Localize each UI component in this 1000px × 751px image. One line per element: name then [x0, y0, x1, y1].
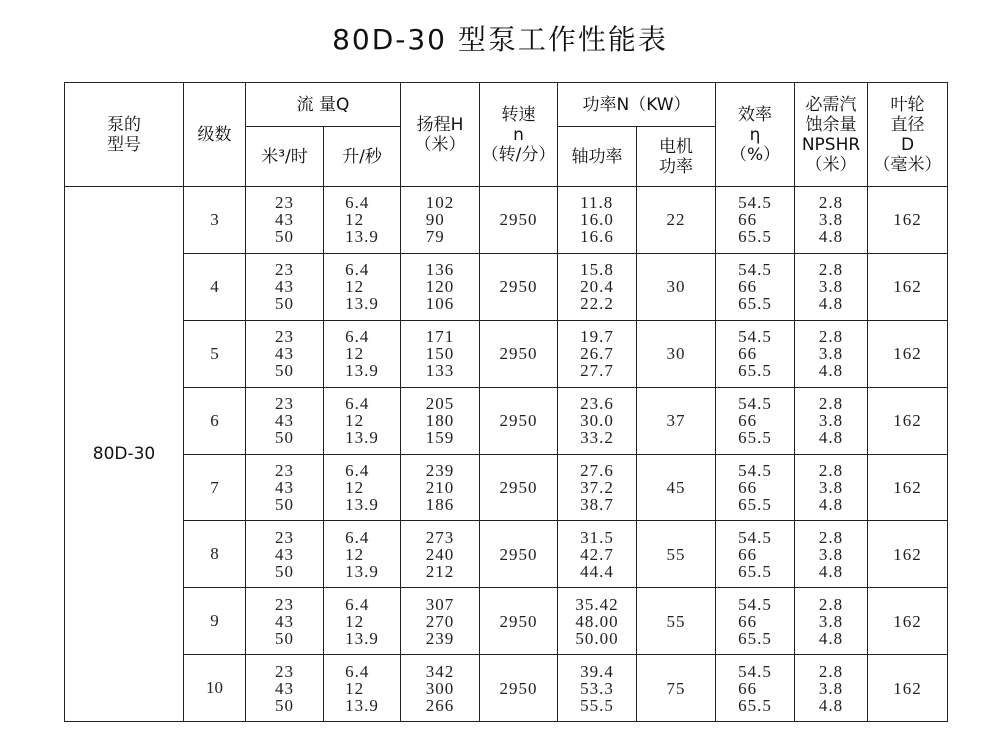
npshr-cell — [795, 521, 868, 588]
shaft-power-cell-value: 53.3 — [580, 678, 614, 698]
efficiency-cell — [716, 588, 795, 655]
flow-m3h-cell — [246, 588, 324, 655]
npshr-cell-value: 2.8 — [818, 594, 844, 614]
npshr-cell-value: 2.8 — [818, 461, 844, 480]
efficiency-cell-value: 66 — [738, 411, 758, 431]
flow-m3h-cell-value: 50 — [275, 294, 294, 314]
head-cell-value: 270 — [425, 611, 455, 631]
flow-m3h-cell-value: 43 — [275, 277, 294, 297]
flow-ls-cell-value: 6.4 — [345, 394, 370, 414]
header-motor-power: 电机 功率 — [637, 127, 716, 187]
head-cell-value: 136 — [425, 260, 455, 280]
efficiency-cell-value: 54.5 — [738, 260, 772, 280]
head-cell — [401, 253, 480, 320]
shaft-power-cell-value: 35.42 — [575, 594, 619, 614]
flow-m3h-cell — [246, 187, 324, 254]
table-row — [65, 187, 948, 254]
shaft-power-cell-value: 22.2 — [580, 294, 614, 314]
npshr-cell-value: 2.8 — [818, 394, 844, 414]
flow-m3h-cell-value: 43 — [275, 478, 294, 497]
shaft-power-cell-value: 38.7 — [580, 495, 614, 514]
flow-m3h-cell-value: 43 — [275, 544, 294, 564]
motor-power-cell: 55 — [637, 588, 716, 655]
page-title: 80D-30 型泵工作性能表 — [332, 23, 668, 56]
table-row — [65, 253, 948, 320]
efficiency-cell — [716, 454, 795, 521]
npshr-cell-value: 2.8 — [818, 193, 844, 213]
flow-ls-cell-value: 13.9 — [345, 294, 379, 314]
head-cell-value: 180 — [425, 411, 455, 431]
header-shaft-power: 轴功率 — [558, 127, 637, 187]
flow-m3h-cell — [246, 253, 324, 320]
efficiency-cell-value: 66 — [738, 678, 758, 698]
efficiency-cell-value: 54.5 — [738, 461, 772, 480]
flow-ls-cell-value: 12 — [345, 611, 365, 631]
npshr-cell — [795, 253, 868, 320]
shaft-power-cell-value: 30.0 — [580, 411, 614, 431]
npshr-cell-value: 3.8 — [818, 678, 844, 698]
shaft-power-cell-value: 37.2 — [580, 478, 614, 497]
shaft-power-cell-value: 20.4 — [580, 277, 614, 297]
shaft-power-cell-value: 48.00 — [575, 611, 619, 631]
header-stages: 级数 — [184, 83, 246, 187]
efficiency-cell — [716, 521, 795, 588]
head-cell-value: 186 — [425, 495, 455, 514]
shaft-power-cell — [558, 655, 637, 722]
head-cell-value: 240 — [425, 544, 455, 564]
npshr-cell-value: 4.8 — [818, 361, 844, 381]
npshr-cell — [795, 588, 868, 655]
efficiency-cell — [716, 655, 795, 722]
shaft-power-cell-value: 27.7 — [580, 361, 614, 381]
motor-power-cell: 30 — [637, 253, 716, 320]
motor-power-cell: 75 — [637, 655, 716, 722]
efficiency-cell-value: 54.5 — [738, 327, 772, 347]
npshr-cell-value: 2.8 — [818, 260, 844, 280]
efficiency-cell-value: 65.5 — [738, 695, 772, 715]
efficiency-cell-value: 66 — [738, 544, 758, 564]
shaft-power-cell-value: 50.00 — [575, 628, 619, 648]
npshr-cell — [795, 655, 868, 722]
head-cell — [401, 454, 480, 521]
speed-cell: 2950 — [480, 187, 558, 254]
head-cell — [401, 387, 480, 454]
flow-m3h-cell-value: 43 — [275, 344, 294, 364]
motor-power-cell: 55 — [637, 521, 716, 588]
table-row — [65, 588, 948, 655]
speed-cell: 2950 — [480, 588, 558, 655]
stage-cell: 10 — [184, 655, 246, 722]
efficiency-cell-value: 54.5 — [738, 394, 772, 414]
flow-m3h-cell-value: 50 — [275, 227, 294, 247]
flow-m3h-cell-value: 50 — [275, 628, 294, 648]
efficiency-cell-value: 66 — [738, 210, 758, 230]
header-npshr: 必需汽 蚀余量 NPSHR （米） — [795, 83, 868, 187]
head-cell-value: 133 — [425, 361, 455, 381]
npshr-cell-value: 4.8 — [818, 628, 844, 648]
flow-m3h-cell — [246, 320, 324, 387]
head-cell-value: 150 — [425, 344, 455, 364]
shaft-power-cell-value: 33.2 — [580, 428, 614, 448]
flow-ls-cell-value: 6.4 — [345, 661, 370, 681]
flow-ls-cell-value: 12 — [345, 210, 365, 230]
flow-m3h-cell-value: 23 — [275, 594, 294, 614]
table-row — [65, 320, 948, 387]
motor-power-cell: 30 — [637, 320, 716, 387]
efficiency-cell-value: 54.5 — [738, 527, 772, 547]
flow-m3h-cell — [246, 521, 324, 588]
head-cell-value: 159 — [425, 428, 455, 448]
flow-ls-cell-value: 6.4 — [345, 527, 370, 547]
head-cell — [401, 320, 480, 387]
npshr-cell — [795, 387, 868, 454]
shaft-power-cell-value: 23.6 — [580, 394, 614, 414]
stage-cell: 4 — [184, 253, 246, 320]
npshr-cell-value: 2.8 — [818, 527, 844, 547]
npshr-cell-value: 4.8 — [818, 294, 844, 314]
efficiency-cell — [716, 187, 795, 254]
head-cell — [401, 521, 480, 588]
efficiency-cell-value: 65.5 — [738, 428, 772, 448]
impeller-diameter-cell: 162 — [868, 588, 948, 655]
shaft-power-cell — [558, 521, 637, 588]
flow-ls-cell — [324, 588, 401, 655]
shaft-power-cell-value: 39.4 — [580, 661, 614, 681]
speed-cell: 2950 — [480, 253, 558, 320]
impeller-diameter-cell: 162 — [868, 320, 948, 387]
flow-ls-cell-value: 12 — [345, 544, 365, 564]
impeller-diameter-cell: 162 — [868, 387, 948, 454]
shaft-power-cell-value: 31.5 — [580, 527, 614, 547]
flow-ls-cell-value: 12 — [345, 344, 365, 364]
flow-m3h-cell-value: 23 — [275, 394, 294, 414]
flow-m3h-cell-value: 23 — [275, 527, 294, 547]
performance-table — [64, 82, 948, 722]
efficiency-cell-value: 65.5 — [738, 227, 772, 247]
flow-ls-cell-value: 12 — [345, 478, 365, 497]
flow-m3h-cell-value: 23 — [275, 661, 294, 681]
npshr-cell-value: 3.8 — [818, 478, 844, 497]
head-cell-value: 212 — [425, 561, 455, 581]
head-cell — [401, 655, 480, 722]
head-cell — [401, 588, 480, 655]
efficiency-cell-value: 66 — [738, 611, 758, 631]
npshr-cell-value: 4.8 — [818, 561, 844, 581]
flow-m3h-cell-value: 43 — [275, 411, 294, 431]
flow-ls-cell-value: 12 — [345, 277, 365, 297]
stage-cell: 9 — [184, 588, 246, 655]
head-cell-value: 273 — [425, 527, 455, 547]
npshr-cell — [795, 320, 868, 387]
efficiency-cell — [716, 320, 795, 387]
flow-m3h-cell — [246, 454, 324, 521]
table-row — [65, 655, 948, 722]
flow-ls-cell-value: 13.9 — [345, 361, 379, 381]
stage-cell: 3 — [184, 187, 246, 254]
table-body — [65, 187, 948, 722]
efficiency-cell-value: 54.5 — [738, 193, 772, 213]
flow-m3h-cell — [246, 387, 324, 454]
npshr-cell-value: 4.8 — [818, 495, 844, 514]
flow-m3h-cell-value: 50 — [275, 361, 294, 381]
flow-m3h-cell-value: 23 — [275, 461, 294, 480]
flow-m3h-cell-value: 43 — [275, 210, 294, 230]
flow-ls-cell-value: 12 — [345, 411, 365, 431]
impeller-diameter-cell: 162 — [868, 521, 948, 588]
speed-cell: 2950 — [480, 320, 558, 387]
head-cell-value: 266 — [425, 695, 455, 715]
shaft-power-cell — [558, 387, 637, 454]
flow-ls-cell-value: 13.9 — [345, 561, 379, 581]
flow-m3h-cell-value: 23 — [275, 193, 294, 213]
npshr-cell-value: 2.8 — [818, 661, 844, 681]
shaft-power-cell-value: 16.6 — [580, 227, 614, 247]
shaft-power-cell-value: 16.0 — [580, 210, 614, 230]
head-cell-value: 106 — [425, 294, 455, 314]
shaft-power-cell — [558, 588, 637, 655]
shaft-power-cell-value: 27.6 — [580, 461, 614, 480]
npshr-cell — [795, 454, 868, 521]
flow-m3h-cell-value: 23 — [275, 260, 294, 280]
flow-ls-cell — [324, 320, 401, 387]
shaft-power-cell-value: 55.5 — [580, 695, 614, 715]
head-cell-value: 307 — [425, 594, 455, 614]
impeller-diameter-cell: 162 — [868, 655, 948, 722]
shaft-power-cell — [558, 187, 637, 254]
head-cell — [401, 187, 480, 254]
head-cell-value: 120 — [425, 277, 455, 297]
flow-m3h-cell-value: 50 — [275, 495, 294, 514]
flow-m3h-cell-value: 50 — [275, 428, 294, 448]
flow-ls-cell — [324, 253, 401, 320]
shaft-power-cell-value: 11.8 — [580, 193, 614, 213]
flow-m3h-cell-value: 50 — [275, 561, 294, 581]
shaft-power-cell — [558, 320, 637, 387]
stage-cell: 6 — [184, 387, 246, 454]
head-cell-value: 342 — [425, 661, 455, 681]
motor-power-cell: 37 — [637, 387, 716, 454]
shaft-power-cell — [558, 253, 637, 320]
efficiency-cell — [716, 387, 795, 454]
head-cell-value: 210 — [425, 478, 455, 497]
flow-ls-cell-value: 6.4 — [345, 327, 370, 347]
shaft-power-cell-value: 44.4 — [580, 561, 614, 581]
table-row — [65, 387, 948, 454]
npshr-cell-value: 4.8 — [818, 428, 844, 448]
efficiency-cell-value: 54.5 — [738, 661, 772, 681]
flow-m3h-cell-value: 43 — [275, 611, 294, 631]
shaft-power-cell-value: 26.7 — [580, 344, 614, 364]
stage-cell: 7 — [184, 454, 246, 521]
header-power: 功率N（KW） — [558, 83, 716, 127]
model-cell: 80D-30 — [65, 187, 184, 722]
stage-cell: 5 — [184, 320, 246, 387]
impeller-diameter-cell: 162 — [868, 187, 948, 254]
efficiency-cell-value: 65.5 — [738, 294, 772, 314]
head-cell-value: 79 — [425, 227, 445, 247]
npshr-cell — [795, 187, 868, 254]
efficiency-cell-value: 65.5 — [738, 361, 772, 381]
efficiency-cell-value: 65.5 — [738, 561, 772, 581]
efficiency-cell-value: 66 — [738, 344, 758, 364]
head-cell-value: 90 — [425, 210, 445, 230]
head-cell-value: 239 — [425, 461, 455, 480]
header-model: 泵的 型号 — [65, 83, 184, 187]
flow-m3h-cell-value: 23 — [275, 327, 294, 347]
flow-ls-cell-value: 6.4 — [345, 260, 370, 280]
table-row — [65, 521, 948, 588]
shaft-power-cell — [558, 454, 637, 521]
flow-ls-cell-value: 12 — [345, 678, 365, 698]
header-flow: 流 量Q — [246, 83, 401, 127]
speed-cell: 2950 — [480, 387, 558, 454]
flow-ls-cell-value: 13.9 — [345, 695, 379, 715]
motor-power-cell: 22 — [637, 187, 716, 254]
head-cell-value: 205 — [425, 394, 455, 414]
stage-cell: 8 — [184, 521, 246, 588]
impeller-diameter-cell: 162 — [868, 253, 948, 320]
header-flow-m3h: 米³/时 — [246, 127, 324, 187]
npshr-cell-value: 2.8 — [818, 327, 844, 347]
flow-ls-cell-value: 13.9 — [345, 628, 379, 648]
npshr-cell-value: 4.8 — [818, 695, 844, 715]
table-row — [65, 454, 948, 521]
speed-cell: 2950 — [480, 521, 558, 588]
header-head: 扬程H （米） — [401, 83, 480, 187]
flow-ls-cell-value: 13.9 — [345, 495, 379, 514]
speed-cell: 2950 — [480, 454, 558, 521]
header-impeller-diameter: 叶轮 直径 D （毫米） — [868, 83, 948, 187]
head-cell-value: 239 — [425, 628, 455, 648]
shaft-power-cell-value: 15.8 — [580, 260, 614, 280]
flow-ls-cell — [324, 655, 401, 722]
shaft-power-cell-value: 19.7 — [580, 327, 614, 347]
npshr-cell-value: 3.8 — [818, 411, 844, 431]
efficiency-cell-value: 66 — [738, 277, 758, 297]
header-speed: 转速 n （转/分） — [480, 83, 558, 187]
efficiency-cell-value: 65.5 — [738, 495, 772, 514]
npshr-cell-value: 4.8 — [818, 227, 844, 247]
flow-ls-cell — [324, 521, 401, 588]
efficiency-cell — [716, 253, 795, 320]
npshr-cell-value: 3.8 — [818, 544, 844, 564]
motor-power-cell: 45 — [637, 454, 716, 521]
head-cell-value: 171 — [425, 327, 455, 347]
flow-m3h-cell-value: 50 — [275, 695, 294, 715]
npshr-cell-value: 3.8 — [818, 210, 844, 230]
flow-ls-cell — [324, 454, 401, 521]
impeller-diameter-cell: 162 — [868, 454, 948, 521]
efficiency-cell-value: 54.5 — [738, 594, 772, 614]
flow-ls-cell-value: 6.4 — [345, 193, 370, 213]
flow-m3h-cell-value: 43 — [275, 678, 294, 698]
flow-m3h-cell — [246, 655, 324, 722]
flow-ls-cell-value: 13.9 — [345, 227, 379, 247]
header-efficiency: 效率 η （%） — [716, 83, 795, 187]
npshr-cell-value: 3.8 — [818, 344, 844, 364]
flow-ls-cell-value: 13.9 — [345, 428, 379, 448]
efficiency-cell-value: 66 — [738, 478, 758, 497]
head-cell-value: 102 — [425, 193, 455, 213]
efficiency-cell-value: 65.5 — [738, 628, 772, 648]
npshr-cell-value: 3.8 — [818, 277, 844, 297]
header-flow-ls: 升/秒 — [324, 127, 401, 187]
flow-ls-cell-value: 6.4 — [345, 594, 370, 614]
speed-cell: 2950 — [480, 655, 558, 722]
npshr-cell-value: 3.8 — [818, 611, 844, 631]
head-cell-value: 300 — [425, 678, 455, 698]
flow-ls-cell — [324, 187, 401, 254]
flow-ls-cell-value: 6.4 — [345, 461, 370, 480]
shaft-power-cell-value: 42.7 — [580, 544, 614, 564]
flow-ls-cell — [324, 387, 401, 454]
